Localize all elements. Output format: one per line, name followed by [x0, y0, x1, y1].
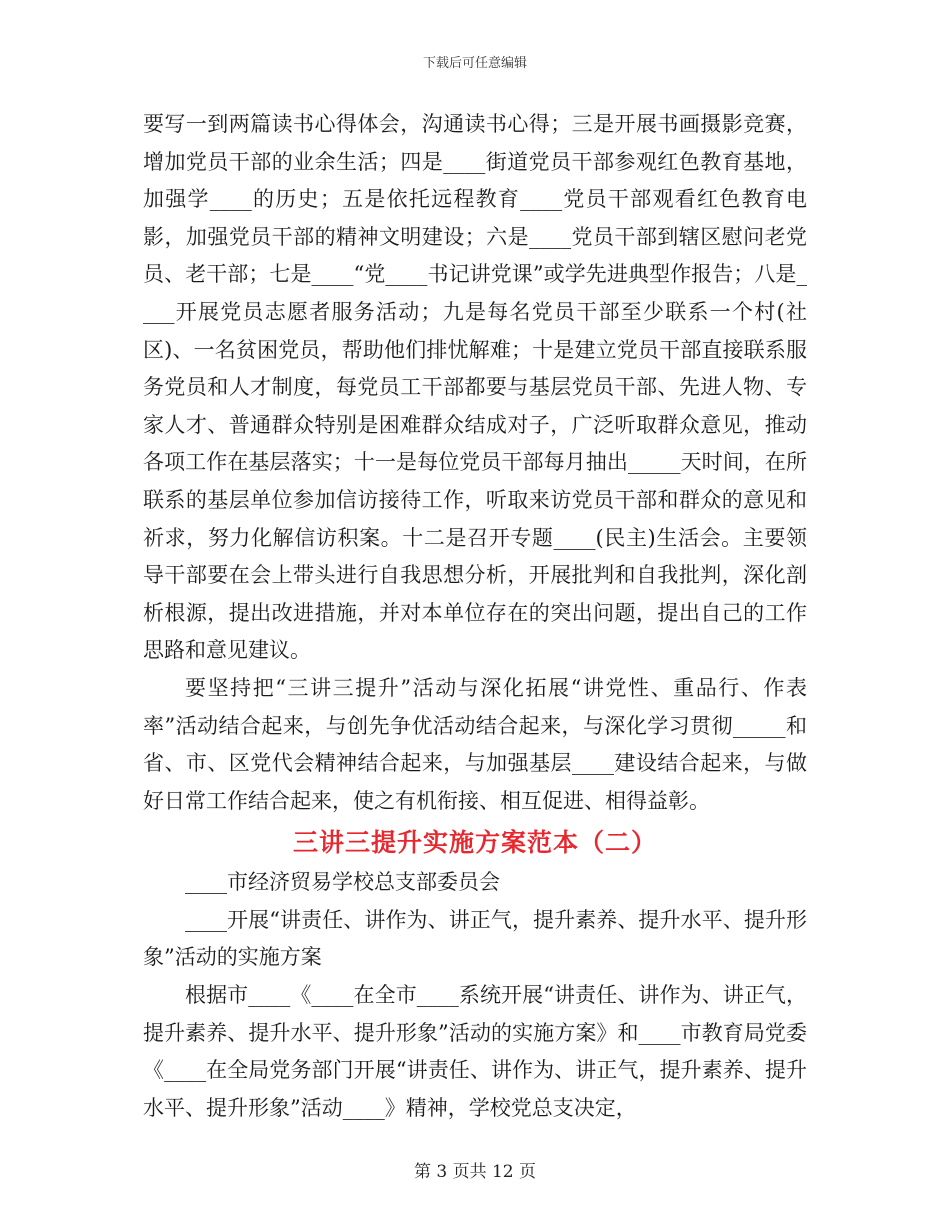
plan-title-paragraph: ____开展“讲责任、讲作为、讲正气，提升素养、提升水平、提升形象”活动的实施方案 [143, 907, 807, 970]
section-title: 三讲三提升实施方案范本（二） [292, 828, 657, 858]
page-header: 下载后可任意编辑 [422, 56, 527, 71]
page-footer: 第 3 页共 12 页 [413, 1162, 537, 1182]
body-paragraph: 要写一到两篇读书心得体会，沟通读书心得；三是开展书画摄影竞赛，增加党员干部的业余生活；四是____街道党员干部参观红色教育基地，加强学____的历史；五是依托远程教育____党员干部观看红色教育电影，加强党员干部的精神文明建设；六是____党员干部到辖区慰问老党员、老干部；七是____“党____书记讲党课”或学先进典型作报告；八是____开展党员志愿者服务活动；九是每名党员干部至少联系一个村(社区)、一名贫困党员，帮助他们排忧解难；十是建立党员干部直接联系服务党员和人才制度，每党员工干部都要与基层党员干部、先进人物、专家人才、普通群众特别是困难群众结成对子，广泛听取群众意见，推动各项工作在基层落实；十一是每位党员干部每月抽出_____天时间，在所联系的基层单位参加信访接待工作，听取来访党员干部和群众的意见和祈求，努力化解信访积案。十二是召开专题____(民主)生活会。主要领导干部要在会上带头进行自我思想分析，开展批判和自我批判，深化剖析根源，提出改进措施，并对本单位存在的突出问题，提出自己的工作思路和意见建议。 [143, 112, 807, 663]
organization-line: ____市经济贸易学校总支部委员会 [185, 870, 500, 895]
body-paragraph: 根据市____《____在全市____系统开展“讲责任、讲作为、讲正气，提升素养、提升水平、提升形象”活动的实施方案》和____市教育局党委《____在全局党务部门开展“讲责任、讲作为、讲正气，提升素养、提升水平、提升形象”活动____》精神，学校党总支决定， [143, 983, 807, 1120]
body-paragraph: 要坚持把“三讲三提升”活动与深化拓展“讲党性、重品行、作表率”活动结合起来，与创先争优活动结合起来，与深化学习贯彻_____和省、市、区党代会精神结合起来，与加强基层____建设结合起来，与做好日常工作结合起来，使之有机衔接、相互促进、相得益彰。 [143, 675, 807, 813]
document-body [143, 106, 807, 1127]
